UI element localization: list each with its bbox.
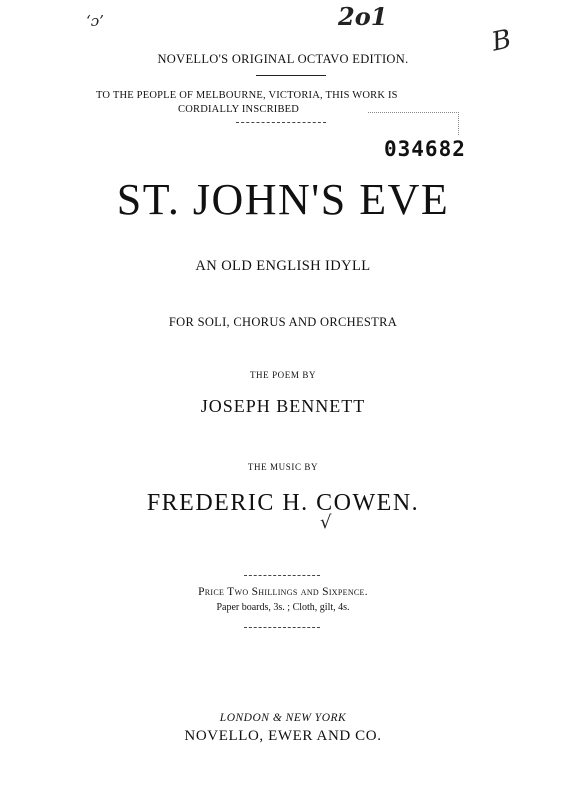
catalog-number-stamp: 034682 (384, 137, 466, 161)
price-line: Price Two Shillings and Sixpence. (198, 586, 368, 598)
publisher-cities: LONDON & NEW YORK (219, 712, 347, 724)
edition-rule (256, 75, 326, 76)
scoring-line: FOR SOLI, CHORUS AND ORCHESTRA (168, 315, 398, 329)
music-by-label: THE MUSIC BY (247, 462, 319, 472)
library-stamp-dots (368, 112, 459, 135)
composer-name: FREDERIC H. COWEN. (146, 490, 420, 516)
dedication-rule (236, 122, 326, 123)
work-title: ST. JOHN'S EVE (116, 175, 450, 224)
handwritten-number: 2ο1 (338, 2, 388, 31)
publisher-name: NOVELLO, EWER AND CO. (184, 728, 382, 744)
poem-by-label: THE POEM BY (249, 370, 317, 380)
price-rule-bottom (244, 627, 320, 628)
price-rule-top (244, 575, 320, 576)
poet-name: JOSEPH BENNETT (200, 396, 366, 416)
handwritten-scribble-left: ‘ɔ’ (86, 12, 104, 30)
handwritten-check-mark: √ (320, 512, 332, 533)
edition-line: NOVELLO'S ORIGINAL OCTAVO EDITION. (157, 52, 409, 66)
handwritten-corner-mark: B (489, 24, 515, 58)
dedication-line-1: TO THE PEOPLE OF MELBOURNE, VICTORIA, THIS WORK IS (96, 90, 398, 101)
price-bindings: Paper boards, 3s. ; Cloth, gilt, 4s. (216, 602, 350, 613)
subtitle: AN OLD ENGLISH IDYLL (195, 258, 371, 274)
dedication-line-2: CORDIALLY INSCRIBED (178, 104, 300, 115)
